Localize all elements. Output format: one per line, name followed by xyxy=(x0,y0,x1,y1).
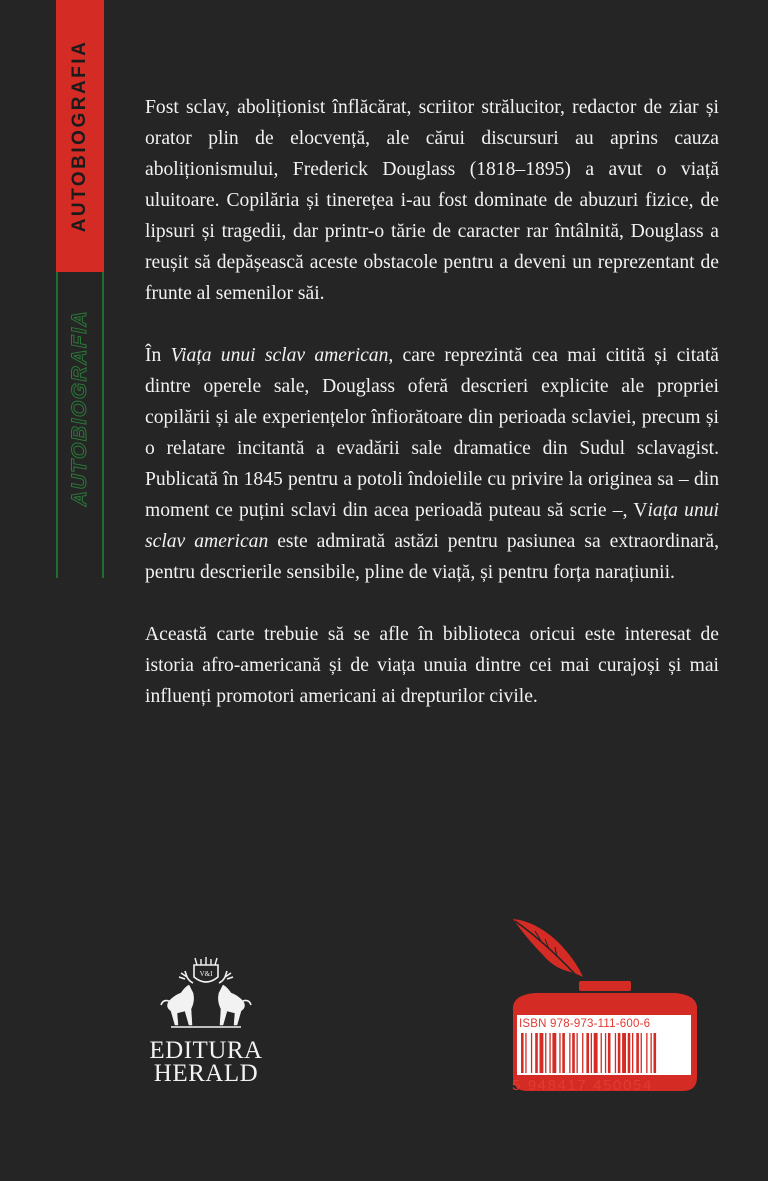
barcode-block xyxy=(505,915,715,1100)
blurb-paragraph-2: În Viața unui sclav american, care reprezintă cea mai citită și citată dintre operele sale, Douglass oferă descrieri explicite ale propriei copilării și ale experiențelor înfiorătoare din perioada sclaviei, precum și o relatare incitantă a evadării sale dramatice din Sudul sclavagist. Publicată în 1845 pentru a potoli îndoielile cu privire la originea sa – din moment ce puțini sclavi din acea perioadă puteau să scrie –, Viața unui sclav american este admirată astăzi pentru pasiunea sa extraordinară, pentru descrierile sensibile, pline de viață, și pentru forța narațiunii. xyxy=(145,345,719,583)
publisher-name-line-1: EDITURA xyxy=(149,1037,263,1064)
spine-outline-label: AUTOBIOGRAFIA xyxy=(68,309,91,507)
quill-inkwell-icon xyxy=(505,915,715,1100)
ean-number: 5 948417 450054 xyxy=(512,1077,653,1094)
spine-outline-block xyxy=(56,272,104,578)
spine-band xyxy=(56,0,104,578)
spine-category-block xyxy=(56,0,104,272)
book-title-2: iața unui sclav american xyxy=(145,500,719,552)
book-title: Viața unui sclav american xyxy=(170,345,389,366)
isbn-number: ISBN 978-973-111-600-6 xyxy=(519,1018,651,1030)
back-cover-blurb xyxy=(145,92,719,743)
deer-crest-icon xyxy=(145,955,267,1039)
publisher-logo xyxy=(145,955,267,1095)
publisher-name-line-2: HERALD xyxy=(153,1060,259,1087)
svg-text:V&I: V&I xyxy=(199,970,213,978)
publisher-name xyxy=(145,1039,267,1085)
blurb-paragraph-3: Această carte trebuie să se afle în biblioteca oricui este interesat de istoria afro-americană și de viața unuia dintre cei mai curajoși și mai influenți promotori americani ai drepturilor civile. xyxy=(145,624,719,707)
blurb-paragraph-1: Fost sclav, aboliționist înflăcărat, scriitor strălucitor, redactor de ziar și orator plin de elocvență, ale cărui discursuri au aprins cauza aboliționismului, Frederick Douglass (1818–1895) a avut o viață uluitoare. Copilăria și tinerețea i-au fost dominate de abuzuri fizice, de lipsuri și tragedii, dar printr-o tărie de caracter rar întâlnită, Douglass a reușit să depășească aceste obstacole pentru a deveni un reprezentant de frunte al semenilor săi. xyxy=(145,97,719,304)
spine-category-label: AUTOBIOGRAFIA xyxy=(69,39,90,233)
